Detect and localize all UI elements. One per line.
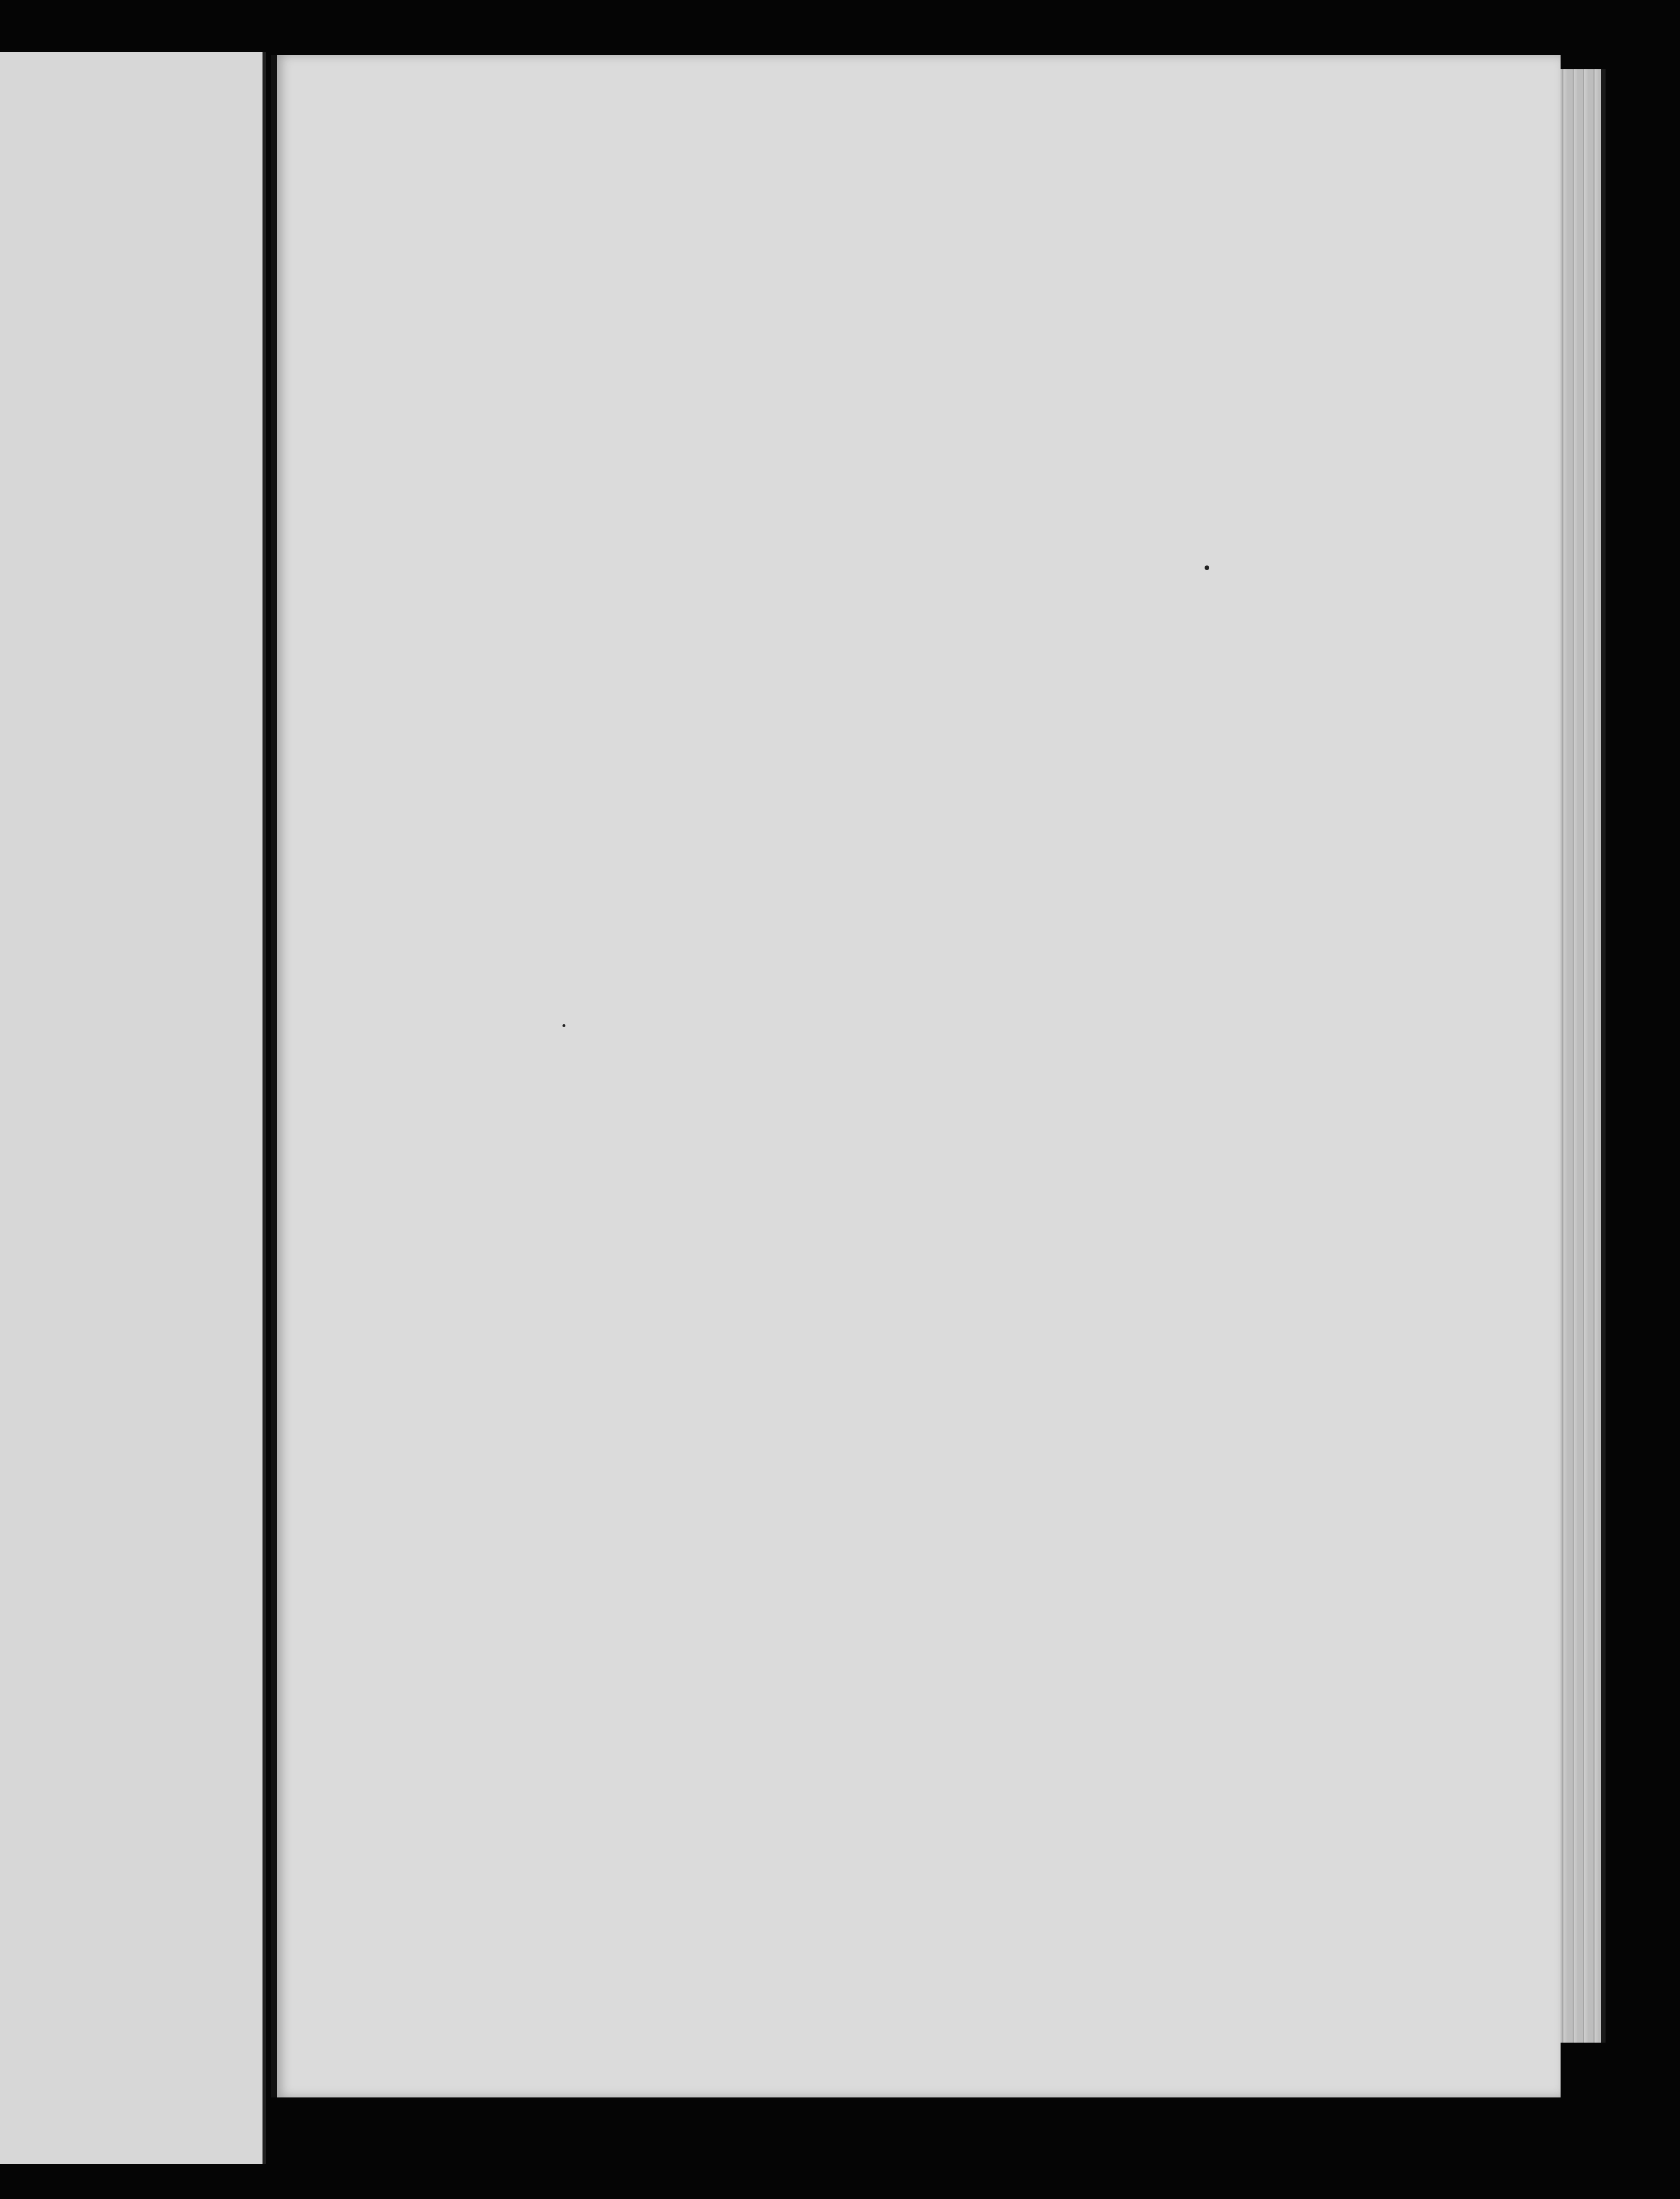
ink-speck	[562, 1024, 565, 1027]
body-text-bottom	[370, 1131, 1281, 1145]
book-page	[271, 55, 1561, 2097]
body-text-top	[381, 395, 1281, 410]
section-heading	[681, 1052, 1142, 1060]
previous-page-fragment	[0, 52, 266, 2164]
ink-speck	[1205, 565, 1209, 570]
